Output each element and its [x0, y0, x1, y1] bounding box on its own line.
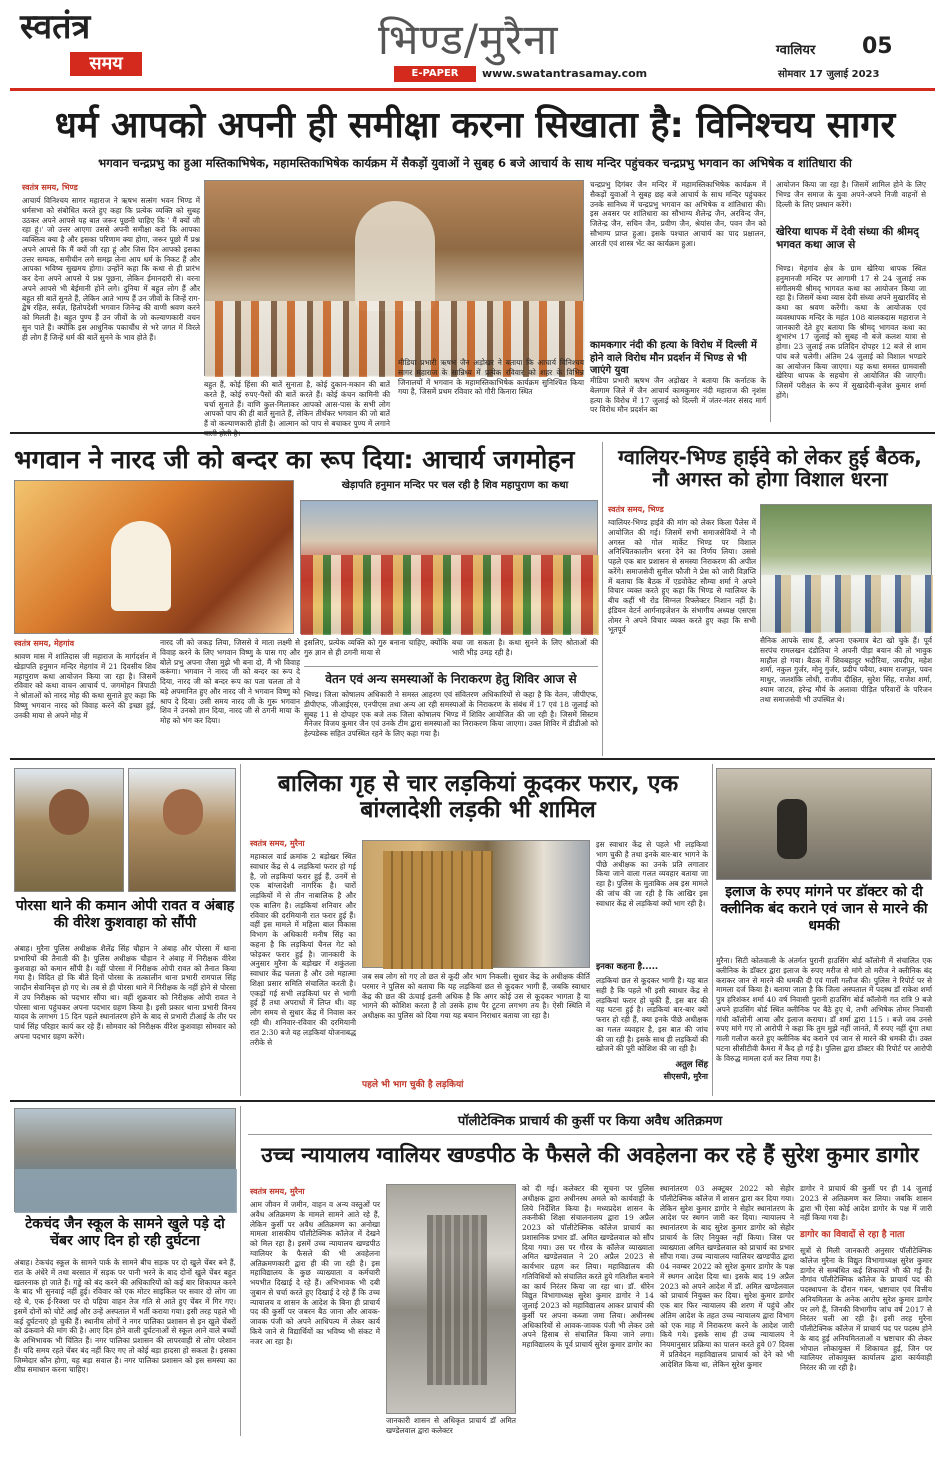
- highway-photo: [760, 504, 932, 632]
- balika-col3: इस स्वाधार केंद्र से पहले भी लड़कियां भाग चुकी है तथा इनके बार-बार भागने के पीछे अधीक्षक का उनके प्रति लगातार किया जाने वाला गलत व्यवहार बताया जा रहा है। पुलिस के मुताबिक अब इस मामले की जांच की जा रही है कि आखिर इस स्वाधार केंद्र से लड़कियां क्यों भाग रही है।: [596, 840, 708, 908]
- doctor-text: मुरैना। सिटी कोतवाली के अंतर्गत पुरानी हाउसिंग बोर्ड कॉलोनी में संचालित एक क्लीनिक के डॉक्टर द्वारा इलाज के रुपए मरीज से मांगे तो मरीज ने क्लीनिक बंद कराकर जान से मारने की धमकी दी एवं गाली गलौज की। पुलिस ने रिपोर्ट पर से मामला दर्ज किया है। बताया जाता है कि जिला अस्पताल में पदस्थ डॉ राकेश शर्मा पुत्र हरिशंकर शर्मा 40 वर्ष निवासी पुरानी हाउसिंग बोर्ड कॉलोनी गत रात्रि 9 बजे अपने हाउसिंग बोर्ड स्थित क्लीनिक पर बैठे हुए थे, तभी अभिषेक तोमर निवासी गांधी कॉलोनी आया और इलाज कराया। डॉ शर्मा द्वारा 115 । बजे जब उनसे रुपए मांगे गए तो आरोपी ने कहा कि तुम मुझे नहीं जानते, मैं रुपए नहीं दूंगा तथा गाली गलौज करते हुए क्लीनिक बंद कराने एवं जान से मारने की धमकी दी। उक्त घटना सीसीटीवी कैमरा में कैद हो गई है। पुलिस द्वारा डॉक्टर की रिपोर्ट पर आरोपी के विरुद्ध मामला दर्ज कर लिया गया है।: [716, 956, 932, 1063]
- salary-text: भिण्ड। जिला कोषालय अधिकारी ने समस्त आहरण एवं संवितरण अधिकारियों से कहा है कि वेतन, जीपीएफ, डीपीएफ, जीआईएस, एनपीएस तथा अन्य आ रही समस्याओं के निराकरण के संबंध में 17 एवं 18 जुलाई को सुबह 11 से दोपहर एक बजे तक जिला कोषालय भिण्ड में शिविर आयोजित की जा रही है। जिसमें सिस्टम मैनेजर विजय कुमार जैन एवं उनके टीम द्वारा समस्याओं का निराकरण किया जाएगा। उक्त शिविर में डीडीओ को हेल्पडेस्क सहित उपस्थित रहने के लिए कहा गया है।: [304, 690, 598, 739]
- photo-door: [427, 1215, 487, 1385]
- photo-cctv: [777, 799, 807, 859]
- bhagwat-text: भिण्ड। मेहगांव क्षेत्र के ग्राम खेरिया थापक स्थित हनुमानजी मन्दिर पर आगामी 17 से 24 जुलाई तक संगीतमयी श्रीमद् भागवत कथा का आयोजन किया जा रहा है। जिसमें कथा व्यास देवी संध्या अपने मुखारविंद से कथा का श्रवण करेंगी। कथा के आयोजक एवं व्यवस्थापक मन्दिर के महंत 108 बालकदास महाराज ने जानकारी देते हुए बताया कि श्रीमद् भागवत कथा का शुभारंभ 17 जुलाई को सुबह नौ बजे कलश यात्रा से होगा। 23 जुलाई तक प्रतिदिन दोपहर 12 बजे से शाम पांच बजे चलेगी। अंतिम 24 जुलाई को विशाल भण्डारे का आयोजन किया जाएगा। यह कथा समस्त ग्रामवासी खेरिया थापक के सहयोग से आयोजित की जाएगी। जिसमें परीक्षत के रूप में सुखादेवी-बृजेश कुमार शर्मा होंगे।: [776, 264, 926, 400]
- bhagwat-headline: खेरिया थापक में देवी संध्या की श्रीमद् भगवत कथा आज से: [776, 226, 919, 252]
- poly-headline: उच्च न्यायालय ग्वालियर खण्डपीठ के फैसले की अवहेलना कर रहे हैं सुरेश कुमार डागोर: [261, 1143, 919, 1167]
- porsa-text: अंबाह। मुरैना पुलिस अधीक्षक शैलेंद्र सिंह चौहान ने अंबाह और पोरसा में थाना प्रभारियों की तैनाती की है। पुलिस अधीक्षक चौहान ने अंबाह में निरीक्षक वीरेश कुशवाहा को कमान सौंपी है। वहीं पोरसा में निरीक्षक ओपी रावत को तैनात किया गया है। विदित हो कि बीते दिनों पोरसा के तत्कालीन थाना प्रभारी रामपाल सिंह जादौन सेवानिवृत्त हो गए थे। तब से ही पोरसा थाने में निरीक्षक के नहीं होने से पोरसा में उप निरीक्षक को पदभार सौंपा था। वहीं शुक्रवार को निरीक्षक ओपी रावत ने पोरसा थाना पहुंचकर अपना पदभार ग्रहण किया है। इसी प्रकार थाना प्रभारी विनय यादव के लगभग 15 दिन पहले स्थानांतरण होने के बाद से प्रभारी टीआई के तौर पर पार्थ सिंह परिहार कार्य कर रहे हैं। सोमवार को निरीक्षक वीरेश कुशवाहा सोमवार को अपना पदभार ग्रहण करेंगे।: [14, 944, 236, 1041]
- photo-gate: [383, 851, 493, 969]
- balika-sub1: पहले भी भाग चुकी है लड़कियां: [362, 1080, 464, 1090]
- lead-col4: चन्द्रप्रभु दिगंबर जैन मन्दिर में महामस्तिकाभिषेक कार्यक्रम में सैकड़ों युवाओं ने सुबह छह बजे आचार्य के साथ मन्दिर पहुंचकर उनके सानिध्य में चन्द्रप्रभु भगवान का अभिषेक व शांतिधारा की। इस अवसर पर शांतिधारा का सौभाग्य शैलेन्द्र जैन, अरविन्द जैन, जितेन्द्र जैन, सचिन जैन, प्रवीण जैन, श्रेयांस जैन, पवन जैन को सौभाग्य प्राप्त हुआ। इसके पश्चात आचार्य का पाद प्रक्षालन, आरती एवं शास्त्र भेंट का कार्यक्रम हुआ।: [590, 180, 766, 248]
- masthead: [0, 0, 945, 86]
- logo-bottom-box: [70, 52, 142, 76]
- officer-face-1: [49, 789, 89, 835]
- balika-quote-title: सीएसपी, मुरैना: [663, 1072, 708, 1081]
- balika-col1: महाकाल वार्ड क्रमांक 2 बड़ोखर स्थित स्वाधार केंद्र से 4 लड़कियां फरार हो गई है, जो लड़कियां फरार हुई हैं, उनमें से एक बांग्लादेशी नागरिक है। चारों लड़कियों में से तीन नाबालिक है और एक बालिग है। लड़कियां शनिवार और रविवार की दरमियानी रात फरार हुई हैं। वहीं इस मामले में महिला बाल विकास विभाग के अधिकारी मनीष सिंह का कहना है कि लड़कियां चैनल गेट को फोड़कर फरार हुई है। जानकारी के अनुसार मुरैना के बड़ोखर में शकुंतला स्वाधार केंद्र चलता है और उसे महात्मा शिक्षा प्रसार समिति संचालित करती है। एकड़ों गई सभी लड़कियां घर से भागी हुई हैं तथा अपराधों में लिप्त थी। वह लोग समय से सुधार केंद्र में निवास कर रही थी। शनिवार-रविवार की दरमियानी रात 2:30 बजे यह लड़कियां योजनाबद्ध तरीके से: [250, 852, 356, 1047]
- balika-quote-name: अतुल सिंह: [675, 1060, 708, 1070]
- website: www.swatantrasamay.com: [482, 67, 648, 80]
- doctor-divider: [712, 764, 713, 1096]
- highway-col1: ग्वालियर-भिण्ड हाईवे की मांग को लेकर किला पैलेस में आयोजित की गई। जिसमें सभी समाजसेवियों ने नौ अगस्त को गोल मार्केट भिण्ड पर विशाल अनिश्चितकालीन धरना देने का निर्णय लिया। उससे पहले एक बार प्रशासन से समस्या निराकरण की अपील करेंगे। समाजसेवी सुनील फौजी ने प्रेस को जारी विज्ञप्ति में बताया कि बैठक में एडवोकेट सौम्या शर्मा ने अपने विचार व्यक्त करते हुए कहा कि भिण्ड से ग्वालियर के बीच कहीं भी रोड सिग्नल रिफ्लेक्टर निशान नहीं है। इंडियन वेटर्न आर्गनाइजेशन के संभागीय अध्यक्ष एसएस तोमर ने अपने विचार व्यक्त करते हुए कहा कि सभी भूतपूर्व: [608, 518, 756, 635]
- page-date: सोमवार 17 जुलाई 2023: [778, 69, 880, 80]
- lead-bottom-rule: [10, 432, 935, 434]
- page-number: 05: [862, 34, 893, 59]
- narad-col3: इसलिए, प्रत्येक व्यक्ति को गुरु बनाना चाहिए, क्योंकि गुरु ज्ञान से ही ठगनी माया से: [304, 638, 448, 657]
- narad-col4: बचा जा सकता है। कथा सुनने के लिए श्रोताओं की भारी भीड़ उमड़ रही है।: [452, 638, 598, 657]
- highway-divider: [602, 442, 603, 756]
- road-text: अंबाह। टेकचंद स्कूल के सामने पार्क के सामने बीच सड़क पर दो खुले चेंबर बने हैं, रात के अंधेरे में तथा बरसात में सड़क पर पानी भरने के बाद दोनों खुले चेंबर बहुत खतरनाक हो जाते हैं। गड्ढे को बंद करने की अधिकारियों को कई बार शिकायत करने के बाद भी सुनवाई नहीं हुई। रविवार को एक मोटर साइकिल पर सवार दो लोग जा रहे थे, एक ई-रिक्शा पर दो पहिया वाहन तेज गति से आते हुए चेंबर में गिर गए। इसमें दोनों को चोटें आईं और उन्हें अस्पताल में भर्ती कराया गया। इसी तरह पहले भी कई दुर्घटनाएं हो चुकी हैं। स्थानीय लोगों ने नगर पालिका प्रशासन से इन खुले चेंबरों को ढंकवाने की मांग की है। आए दिन होने वाली दुर्घटनाओं से स्कूल आने वाले बच्चों के अभिभावक भी चिंतित हैं। नगर पालिका प्रशासन की लापरवाही से लोग परेशान हैं। यदि समय रहते चेंबर बंद नहीं किए गए तो कोई बड़ा हादसा हो सकता है। इसका जिम्मेदार कौन होगा, यह बड़ा सवाल है। नगर पालिका प्रशासन को इस समस्या का शीघ्र समाधान करना चाहिए।: [14, 1258, 236, 1375]
- narad-byline: स्वतंत्र समय, मेहगांव: [14, 639, 75, 648]
- balika-col4: लड़कियां छत से कूदकर भागी है। यह बात सही है कि पहले भी इसी स्वाधार केंद्र से लड़कियां फरार हो चुकी हैं, इस बार की यह घटना हुई है। लड़कियां बार-बार क्यों फरार हो रही हैं, क्या इनके पीछे अधीक्षक का गलत व्यवहार है, इस बात की जांच की जा रही है। इसके साथ ही लड़कियों की खोजने की पूरी कोशिश की जा रही है।: [596, 976, 708, 1054]
- photo-idol: [355, 201, 435, 311]
- photo-water: [15, 1169, 237, 1213]
- narad-col1: श्रावण मास में शांतिदास जी महाराज के मार्गदर्शन में खेड़ापति हनुमान मन्दिर मेहगांव में 21 दिवसीय शिव महापुराण कथा आयोजन किया जा रहा है। जिसमें रविवार को कथा वाचन आचार्य पं. जगमोहन त्रिपाठी ने श्रोताओं को नारद मोह की कथा सुनाते हुए कहा कि विष्णु भगवान नारद को विवाह करने की इच्छा हुई, उनकी माया से अपने मोह में: [14, 652, 156, 720]
- doctor-photo: [716, 768, 932, 880]
- balika-photo: [362, 840, 590, 968]
- balika-sub2: इनका कहना है.....: [596, 962, 659, 972]
- photo-audience: [301, 555, 599, 635]
- poly-col5: सूत्रों से मिली जानकारी अनुसार पॉलीटेक्निक कॉलेज मुरैना के विद्युत विभागाध्यक्ष सुरेश कुमार डागोर से सम्बंधित कई शिकायतें भी की गई हैं। नौगांव पॉलीटेक्निक कॉलेज के प्राचार्य पद की पदस्थापना के दौरान गबन, भ्रष्टाचार एवं वित्तीय अनियमितता के अनेक आरोप सुरेश कुमार डागोर पर लगे हैं, जिनकी विभागीय जांच वर्ष 2017 से निरंतर चली आ रही है। इसी तरह मुरैना पॉलीटेक्निक कॉलेज में प्राचार्य पद पर पदस्थ होने के बाद हुई अनियमितताओं व भ्रष्टाचार की लेकर भोपाल लोकायुक्त में शिकायत हुई, जिन पर ग्वालियर लोकायुक्त कार्यालय द्वारा कार्यवाही निरंतर की जा रही है।: [800, 1246, 932, 1373]
- logo-top: स्वतंत्र: [20, 7, 91, 47]
- highway-col2: सैनिक आपके साथ हैं, अपना एकमात्र बेटा खो चुके हैं। पूर्व सरपंच रामलखन दंडोतिया ने अपनी पीड़ा बयान की तो भावुक माहौल हो गया। बैठक में शिवबहादुर भदौरिया, जयदीप, महेश शर्मा, नकुल गुर्जर, मोनू गुर्जर, प्रदीप पवैया, श्याम राजपूत, पवन माथुर, जलशंकि लोधी, राजीव दीक्षित, सुरेश सिंह, राजेश शर्मा, श्याम जाटव, हरेन्द्र मौर्य के अलावा पीड़ित परिवारों के परिजन तथा समाजसेवी भी उपस्थित थे।: [760, 636, 932, 704]
- narad-photo-1: [14, 480, 294, 634]
- poly-byline: स्वतंत्र समय, मुरैना: [250, 1187, 305, 1196]
- balika-col2: जब सब लोग सो गए तो छत से कूदी और भाग निकली। सुधार केंद्र के अधीक्षक कीर्ति परमार ने पुलिस को बताया कि यह लड़कियां छत से कूदकर भागी हैं, जबकि स्वाधार केंद्र की छत की ऊंचाई इतनी अधिक है कि अगर कोई उस से कूदकर भागता है या भागने की कोशिश करता है तो उसके हाथ पैर टूटना लगभग तय है। ऐसी स्थिति में अधीक्षक का पुलिस को दिया गया यह बयान निराधार बताया जा रहा है।: [362, 972, 590, 1021]
- murder-headline: कामकगार नंदी की हत्या के विरोध में दिल्ली में होने वाले विरोध मौन प्रदर्शन में भिण्ड से भी जाएंगे युवा: [590, 340, 757, 376]
- narad-col2: नारद जी को जकड़ लिया, जिससे वे माता लक्ष्मी से विवाह करने के लिए भगवान विष्णु के पास गए और बोले प्रभु अपना जैसा मुझे भी बना दो, मैं भी विवाह करूंगा। भगवान ने नारद जी को बन्दर का रूप दे दिया, नारद जी को बन्दर रूप का पता चलता तो वे बड़े अपमानित हुए और नारद जी ने भगवान विष्णु को श्राप दे दिया। उसी समय नारद जी के गुरू भगवान शिव ने उनको ज्ञान दिया, नारद जी से ठगनी माया के मोह को भंग कर दिया।: [160, 638, 300, 726]
- doctor-headline: इलाज के रुपए मांगने पर डॉक्टर को दी क्लीनिक बंद कराने एवं जान से मारने की धमकी: [720, 884, 928, 934]
- porsa-photo-2: [128, 768, 236, 892]
- epaper-box: [394, 66, 476, 82]
- poly-kicker-rule: [248, 1134, 932, 1135]
- epaper-label: E-PAPER: [411, 68, 459, 79]
- porsa-divider: [240, 764, 241, 1096]
- photo-meeting: [761, 575, 933, 633]
- city-label: ग्वालियर: [776, 43, 816, 58]
- photo-priest: [111, 521, 171, 611]
- porsa-headline: पोरसा थाने की कमान ओपी रावत व अंबाह की वीरेश कुशवाहा को सौंपी: [15, 898, 235, 931]
- murder-text: मीडिया प्रभारी ऋषभ जैन अड़ोखर ने बताया कि कर्नाटक के बेलगाम जिले में जैन आचार्य कामकुमार नंदी महाराज की नृशंस हत्या के विरोध में 17 जुलाई को दिल्ली में जंतर-मंतर संसद मार्ग पर विरोध मौन प्रदर्शन का: [590, 376, 766, 415]
- road-photo: [14, 1108, 236, 1212]
- masthead-rule: [10, 88, 935, 91]
- officer-face-2: [163, 789, 203, 835]
- logo-bottom: समय: [89, 53, 123, 74]
- balika-byline: स्वतंत्र समय, मुरैना: [250, 839, 305, 848]
- lead-byline: स्वतंत्र समय, भिण्ड: [22, 183, 78, 192]
- section-title: भिण्ड/मुरैना: [378, 15, 559, 64]
- lead-col3: मीडिया प्रभारी ऋषभ जैन अड़ोखर ने बताया कि आचार्य विनिश्चय सागर महाराज के सान्निध्य में प्रत्येक रविवार को शहर के विभिन्न जिनालयों में भगवान के महामस्तिकाभिषेक कार्यक्रम सुनिश्चित किया गया है, जिसमें प्रथम रविवार को गौरी किनारा स्थित: [398, 358, 584, 397]
- lower-rule: [10, 1100, 935, 1102]
- poly-col2: को दी गई। कलेक्टर की सूचना पर पुलिस अधीक्षक द्वारा अधीनस्थ अमले को कार्यवाही के लिये निर्देशित किया है। मध्यप्रदेश शासन के तकनीकी शिक्षा संचालनालय द्वारा 19 अप्रैल 2023 को पॉलीटेक्निक कॉलेज प्राचार्य का प्रशासनिक प्रभार डॉ. अमित खण्डेलवाल को सौंप दिया गया। उस पर गौरव के कॉलेज व्याख्याता अमित खण्डेलवाल ने 20 अप्रैल 2023 से कार्यभार ग्रहण कर लिया। महाविद्यालय की गतिविधियों को संचालित करते हुये गतिशील बनाने का कार्य निरंतर किया जा रहा था। डॉ. धीरेन विद्युत विभागाध्यक्ष सुरेश कुमार डागोर ने 14 जुलाई 2023 को महाविद्यालय आकर प्राचार्य की कुर्सी पर अपना कब्जा जमा लिया। अधीनस्थ अधिकारियों से आवक-जावक पंजी भी लेकर उसे अपने हिसाब से संचालित किया जाने लगा। महाविद्यालय के पूर्व प्राचार्य सुरेश कुमार डागोर का: [522, 1184, 654, 1350]
- poly-kicker: पॉलीटेक्निक प्राचार्य की कुर्सी पर किया अवैध अतिक्रमण: [457, 1114, 723, 1129]
- porsa-photo-1: [14, 768, 124, 892]
- road-headline: टेकचंद जैन स्कूल के सामने खुले पड़े दो चेंबर आए दिन हो रही दुर्घटना: [25, 1216, 225, 1249]
- narad-headline: भगवान ने नारद जी को बन्दर का रूप दिया: आचार्य जगमोहन: [14, 445, 575, 474]
- poly-sub: डागोर का विवादों से रहा है नाता: [800, 1230, 905, 1240]
- highway-headline: ग्वालियर-भिण्ड हाईवे को लेकर हुई बैठक, नौ अगस्त को होगा विशाल धरना: [618, 445, 922, 492]
- road-divider: [240, 1106, 241, 1436]
- narad-photo-caption: खेड़ापति हनुमान मन्दिर पर चल रही है शिव महापुराण का कथा: [341, 480, 569, 491]
- balika-headline: बालिका गृह से चार लड़कियां कूदकर फरार, एक बांग्लादेशी लड़की भी शामिल: [277, 771, 679, 823]
- highway-byline: स्वतंत्र समय, भिण्ड: [608, 505, 664, 514]
- mid-rule: [10, 758, 935, 760]
- lead-col2: बहुत हैं, कोई हिंसा की बातें सुनाता है, कोई दुकान-मकान की बातें करते हैं, कोई रुपए-पैसों की बातें करते हैं। कोई कंचन कामिनी की चर्चा सुनाते हैं। वाणि कुल-मिलाकर आपको आस-पास के सभी लोग आपको पाप की ही बातें सुनाते हैं, लेकिन तीर्थंकर भगवान की जो बातें हैं वो कल्याणकारी होती है। आत्मान को पाप से बचाकर पुण्य में लगाने: [204, 380, 390, 429]
- lead-col1: आचार्य विनिश्चय सागर महाराज ने ऋषभ सत्संग भवन भिण्ड में धर्मसभा को संबोधित करते हुए कहा कि प्रत्येक व्यक्ति को सुबह उठकर अपने आपसे यह बात जरूर पूछनी चाहिए कि ' मैं क्यों जी रहा हूं।' जो उत्तर आएगा उससे अपनी समीक्षा करो कि आपका व्यक्तित्व क्या है और इसका परिणाम क्या होगा, जरूर पूछो मैं प्रश्न अपने आपसे कि मैं क्यों जी रहा हूं और जिस दिन आपको इसका उत्तर सम्यक, समीचीन लगे समझ लेना आप धर्म के निकट हैं और आपका भविष्य सुखमय होगा। उन्होंने कहा कि कथा से ही प्रारंभ कर देना अपने आपसे ये प्रश्न पूछना, लेकिन ईमानदारी से। वरना अपने आपसे भी बेईमानी होने लगे। दुनिया में बहुत लोग हैं और बहुत सी बातें सुनते हैं, लेकिन आते भाग्य हैं उन जीवों के जिन्हें राग-द्वेष रहित, सर्वज्ञ, हितोपदेशी भगवान जिनेन्द्र की वाणी श्रवण करने को मिलती है। बहुत पुण्य हैं उन जीवों के जो कल्याणकारी वचन सुन पाते हैं। क्योंकि इस आधुनिक पकाचौंध से भरे जगत में विरले ही लोग हैं जिन्हें धर्म की बातें सुनने के भाव होते हैं।: [22, 196, 200, 342]
- lead-col-rule: [770, 180, 771, 422]
- poly-col1: आम जीवन में जमीन, वाहन व अन्य वस्तुओं पर अवैध अतिक्रमण के मामले सामने आते रहे हैं, लेकिन कुर्सी पर अवैध अतिक्रमण का अनोखा मामला शासकीय पॉलीटेक्निक कॉलेज में देखने को मिल रहा है। इसमें उच्च न्यायालय खण्डपीठ ग्वालियर के फैसले की भी अवहेलना अतिक्रमणकारी द्वारा ही की जा रही है। इस महाविद्यालय के कुछ व्याख्याता व कर्मचारी भयभीत दिखाई दे रहे हैं। अभिभावक भी दबी जुबान से चर्चा करते हुए दिखाई दे रहे हैं कि उच्च न्यायालय व शासन के आदेश के बिना ही प्राचार्य पद की कुर्सी पर जबरन बैठ जाना और आवक-जावक पंजी को अपने आधिपत्य में लेकर कार्य किये जाने से विद्यार्थियों का भविष्य भी संकट में नजर आ रहा है।: [250, 1200, 380, 1346]
- salary-rule: [304, 666, 598, 667]
- poly-col3: स्थानांतरण 03 अक्टूबर 2022 को सेहोर पॉलीटेक्निक कॉलेज में शासन द्वारा कर दिया गया। लेकिन सुरेश कुमार डागोर ने सेहोर स्थानांतरण के आदेश पर स्थगन जारी कर दिया। न्यायालय ने स्थानांतरण के बाद सुरेश कुमार डागोर को सेहोर प्राचार्य के लिए नियुक्त नहीं किया। जिस पर व्याख्याता अमित खण्डेलवाल को प्राचार्य का प्रभार सौंपा गया। उच्च न्यायालय ग्वालियर खण्डपीठ द्वारा 04 नवम्बर 2022 को सुरेश कुमार डागोर के पक्ष में स्थगन आदेश दिया था। इसके बाद 19 अप्रैल 2023 को अपने आदेश में डॉ. अमित खण्डेलवाल को प्राचार्य नियुक्त कर दिया। सुरेश कुमार डागोर एक बार फिर न्यायालय की शरण में पहुंचे और अंतिम आदेश के तहत उच्च न्यायालय द्वारा विभाग को एक माह में निराकरण करने के आदेश जारी किये गये। इसके साथ ही उच्च न्यायालय ने नियमानुसार प्रक्रिया का पालन करते हुये 07 दिवस में प्रतिवेदन महाविद्यालय प्राचार्य को देने को भी आदेशित किया था, लेकिन सुरेश कुमार: [660, 1184, 794, 1369]
- lead-subhead: भगवान चन्द्रप्रभु का हुआ मस्तिकाभिषेक, महामस्तिकाभिषेक कार्यक्रम में सैकड़ों युवाओं ने सुबह 6 बजे आचार्य के साथ मन्दिर पहुंचकर चन्द्रप्रभु भगवान का अभिषेक व शांतिधारा की: [98, 156, 852, 170]
- lead-headline: धर्म आपको अपनी ही समीक्षा करना सिखाता है: विनिश्चय सागर: [54, 105, 896, 146]
- bhagwat-lead: आयोजन किया जा रहा है। जिसमें शामिल होने के लिए भिण्ड जैन समाज के युवा अपने-अपने निजी वाहनों से दिल्ली के लिए प्रस्थान करेंगे।: [776, 180, 926, 209]
- poly-photo-caption: जानकारी शासन से अधिकृत प्राचार्य डॉ अमित खण्डेलवाल द्वारा कलेक्टर: [386, 1416, 516, 1435]
- poly-photo: [386, 1184, 516, 1414]
- lead-photo: [204, 180, 584, 376]
- narad-photo-2: [300, 500, 598, 634]
- salary-headline: वेतन एवं अन्य समस्याओं के निराकरण हेतु शिविर आज से: [325, 672, 577, 686]
- poly-col4: डागोर ने प्राचार्य की कुर्सी पर ही 14 जुलाई 2023 से अतिक्रमण कर लिया। जबकि शासन द्वारा भी ऐसा कोई आदेश डागोर के पक्ष में जारी नहीं किया गया है।: [800, 1184, 932, 1223]
